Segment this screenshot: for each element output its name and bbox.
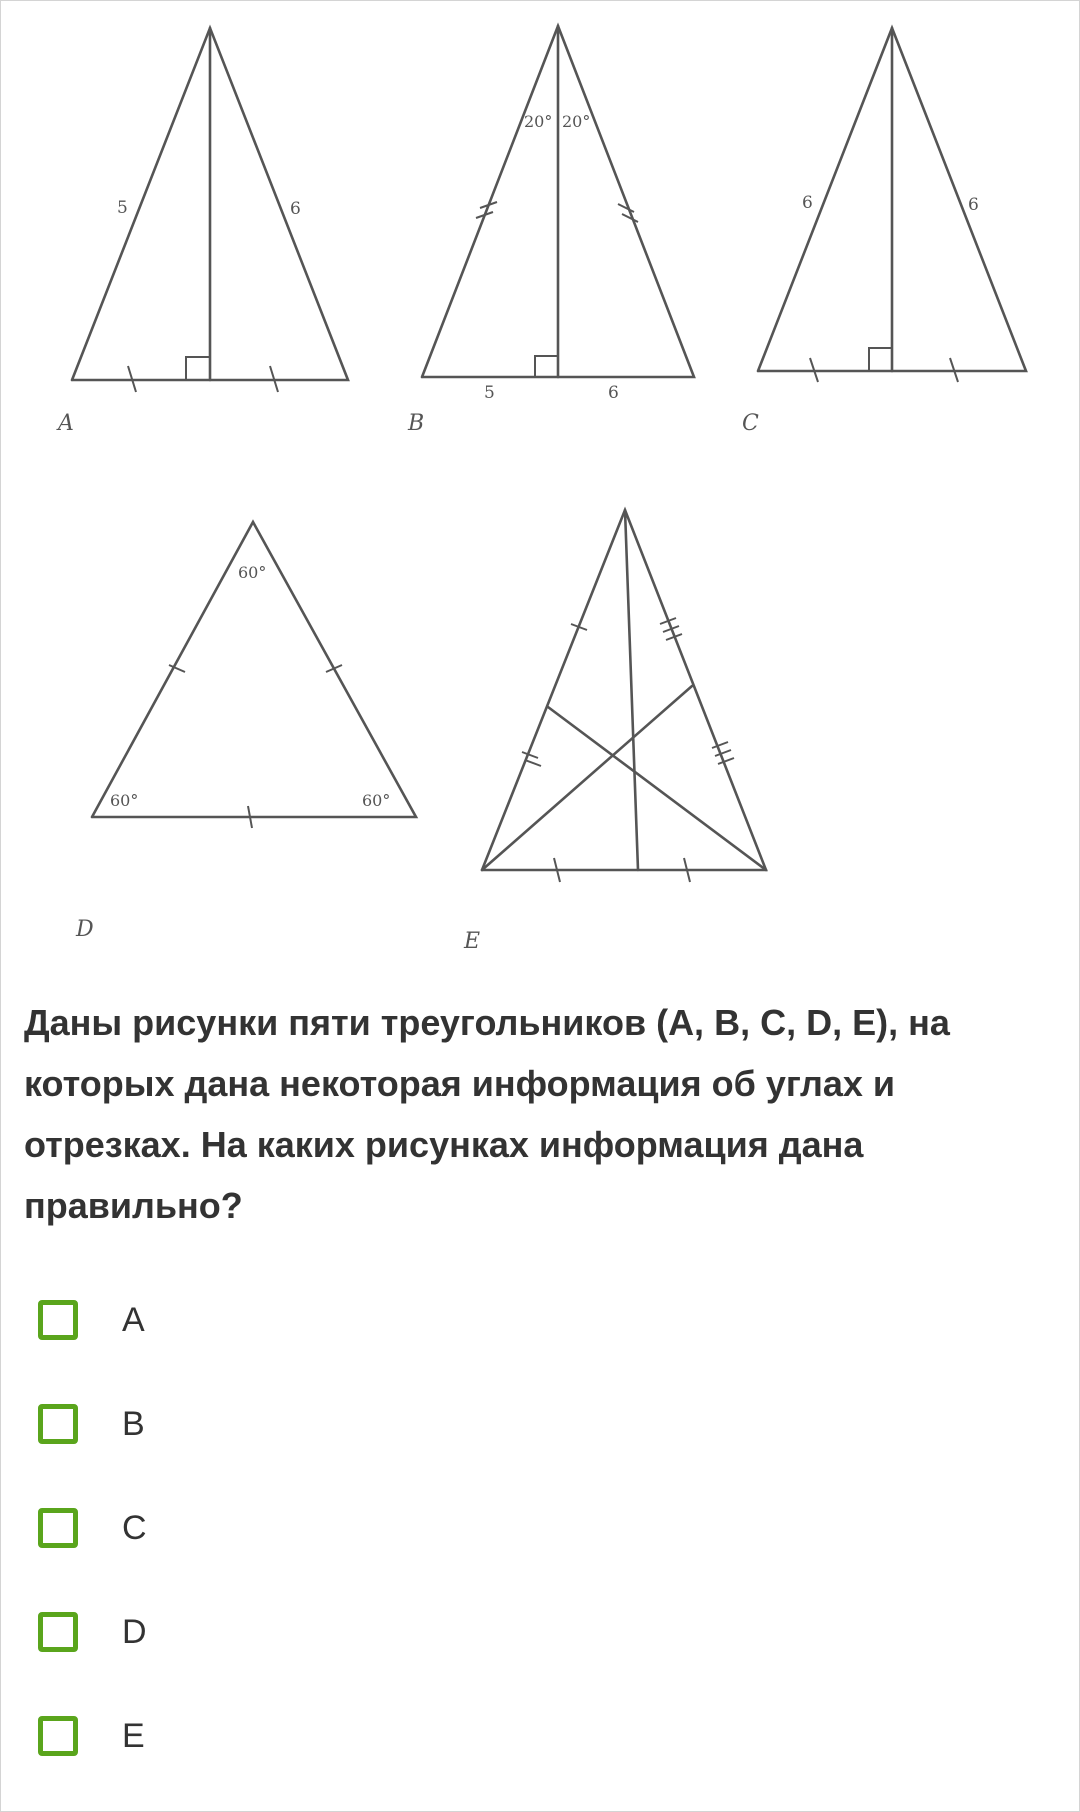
answer-options xyxy=(38,1268,147,1788)
triangle-c-left-side-label: 6 xyxy=(802,193,813,213)
option-a-label: A xyxy=(122,1300,145,1339)
option-a[interactable] xyxy=(38,1268,147,1372)
triangle-a xyxy=(56,28,348,436)
option-c[interactable] xyxy=(38,1476,147,1580)
triangle-c-right-side-label: 6 xyxy=(968,195,979,215)
option-c-checkbox[interactable] xyxy=(38,1508,78,1548)
triangle-c-caption: C xyxy=(742,411,759,436)
option-e[interactable] xyxy=(38,1684,147,1788)
triangle-e xyxy=(463,510,766,954)
option-b-checkbox[interactable] xyxy=(38,1404,78,1444)
option-d[interactable] xyxy=(38,1580,147,1684)
triangle-d-angle-left-label: 60° xyxy=(110,791,139,810)
option-d-checkbox[interactable] xyxy=(38,1612,78,1652)
triangle-c xyxy=(742,28,1026,436)
option-e-checkbox[interactable] xyxy=(38,1716,78,1756)
triangle-d-angle-right-label: 60° xyxy=(362,791,391,810)
option-d-label: D xyxy=(122,1612,147,1651)
triangle-a-caption: A xyxy=(58,411,74,436)
triangle-d xyxy=(75,522,416,942)
triangle-d-caption: D xyxy=(76,917,94,942)
question-text: Даны рисунки пяти треугольников (A, B, C, D, E), на которых дана некоторая информация об углах и отрезках. На каких рисунках информация дана правильно? xyxy=(24,1002,950,1226)
option-b[interactable] xyxy=(38,1372,147,1476)
option-b-label: B xyxy=(122,1404,145,1443)
triangle-b xyxy=(407,26,694,436)
triangle-a-right-side-label: 6 xyxy=(290,199,301,219)
option-c-label: C xyxy=(122,1508,147,1547)
triangle-b-caption: B xyxy=(408,411,425,436)
triangle-d-angle-top-label: 60° xyxy=(238,563,267,582)
triangle-e-caption: E xyxy=(464,929,481,954)
option-a-checkbox[interactable] xyxy=(38,1300,78,1340)
triangle-a-left-side-label: 5 xyxy=(117,198,128,218)
triangle-b-angle-left-label: 20° xyxy=(524,112,553,131)
triangle-b-angle-right-label: 20° xyxy=(562,112,591,131)
option-e-label: E xyxy=(122,1716,145,1755)
triangle-b-base-left-label: 5 xyxy=(484,383,495,403)
triangle-b-base-right-label: 6 xyxy=(608,383,619,403)
